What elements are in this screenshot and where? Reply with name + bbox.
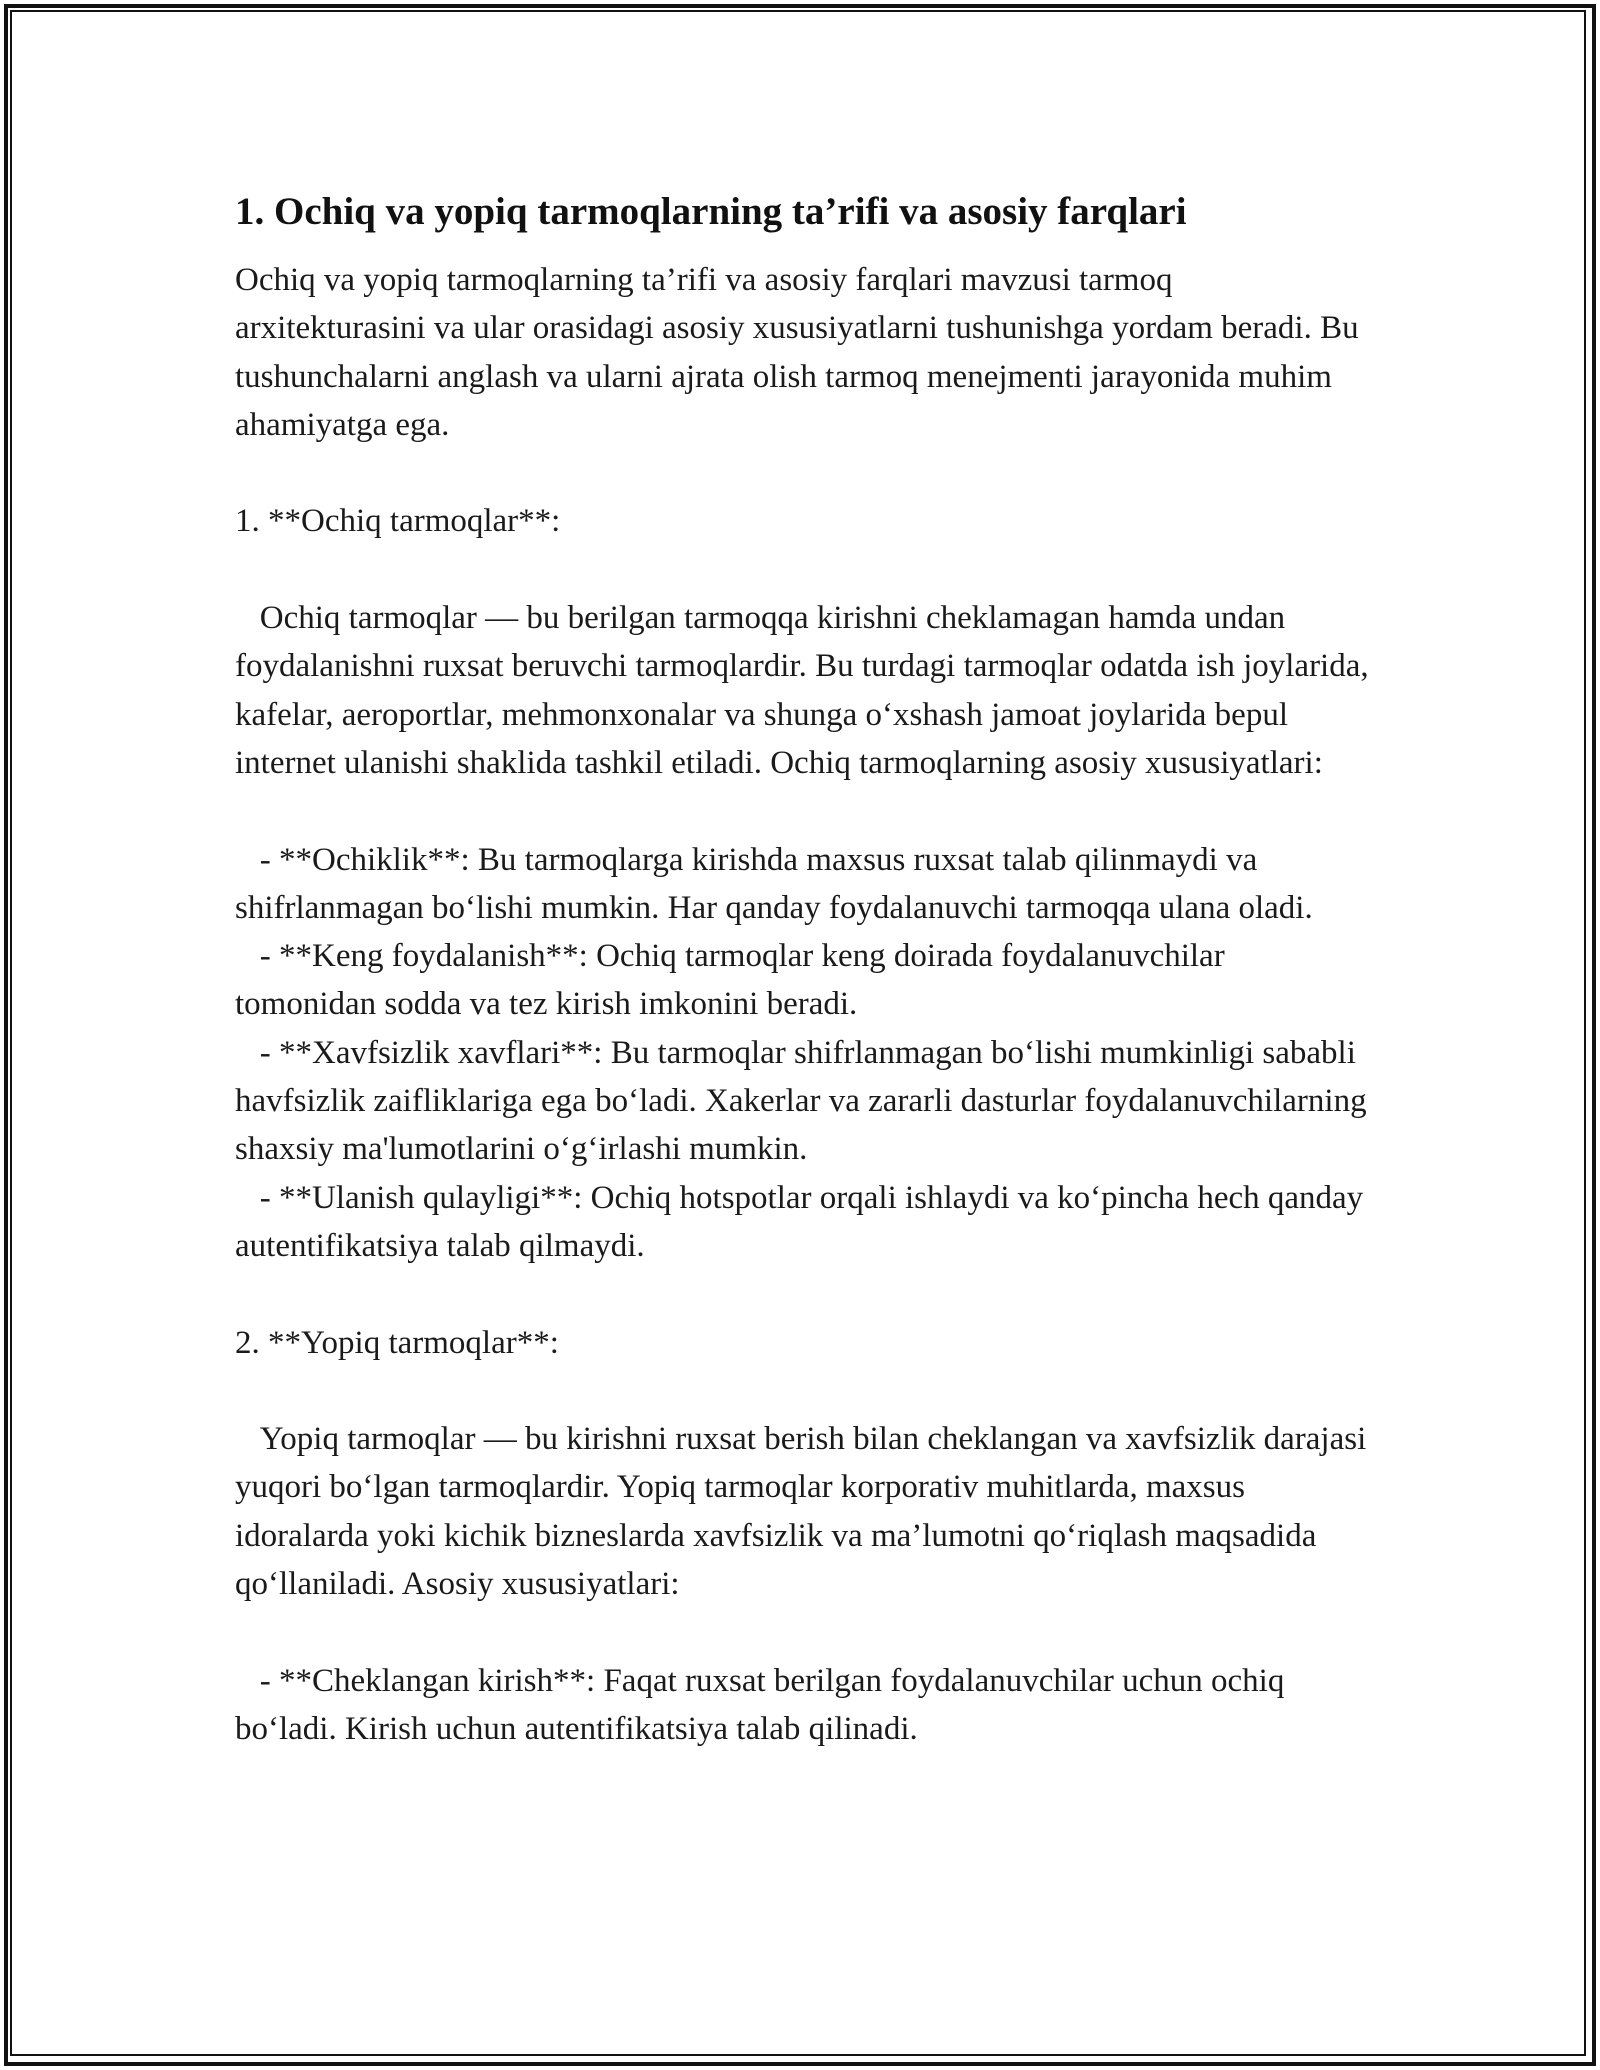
list-item: - **Ochiklik**: Bu tarmoqlarga kirishda maxsus ruxsat talab qilinmaydi va shifrlanmagan bo‘lishi mumkin. Har qanday foydalanuvchi tarmoqqa ulana oladi. [235,841,1313,926]
document-body [235,186,1377,1753]
spacer [235,546,1370,594]
page-title: 1. Ochiq va yopiq tarmoqlarning ta’rifi va asosiy farqlari [235,190,1187,233]
list-item: - **Ulanish qulayligi**: Ochiq hotspotlar orqali ishlaydi va ko‘pincha hech qanday autentifikatsiya talab qilmaydi. [235,1179,1372,1264]
section-2-body: Yopiq tarmoqlar — bu kirishni ruxsat berish bilan cheklangan va xavfsizlik darajasi yuqori bo‘lgan tarmoqlardir. Yopiq tarmoqlar korporativ muhitlarda, maxsus idoralarda yoki kichik bizneslarda xavfsizlik va ma’lumotni qo‘riqlash maqsadida qo‘llaniladi. Asosiy xususiyatlari: [235,1421,1375,1603]
intro-paragraph: Ochiq va yopiq tarmoqlarning ta’rifi va asosiy farqlari mavzusi tarmoq arxitekturasini va ular orasidagi asosiy xususiyatlarni tushunishga yordam beradi. Bu tushunchalarni anglash va ularni ajrata olish tarmoq menejmenti jarayonida muhim ahamiyatga ega. [235,262,1367,443]
spacer [235,449,1370,497]
section-1-title: 1. **Ochiq tarmoqlar**: [235,503,561,540]
list-item: - **Cheklangan kirish**: Faqat ruxsat berilgan foydalanuvchilar uchun ochiq bo‘ladi. Kirish uchun autentifikatsiya talab qilinadi. [235,1662,1293,1747]
spacer [235,1367,1370,1415]
list-item: - **Keng foydalanish**: Ochiq tarmoqlar keng doirada foydalanuvchilar tomonidan sodda va tez kirish imkonini beradi. [235,938,1233,1023]
section-2-title: 2. **Yopiq tarmoqlar**: [235,1324,559,1361]
section-1-body: Ochiq tarmoqlar — bu berilgan tarmoqqa kirishni cheklamagan hamda undan foydalanishni ruxsat beruvchi tarmoqlardir. Bu turdagi tarmoqlar odatda ish joylarida, kafelar, aeroportlar, mehmonxonalar va shunga o‘xshash jamoat joylarida bepul internet ulanishi shaklida tashkil etiladi. Ochiq tarmoqlarning asosiy xususiyatlari: [235,600,1377,781]
spacer [235,1270,1370,1318]
spacer [235,787,1370,835]
list-item: - **Xavfsizlik xavflari**: Bu tarmoqlar shifrlanmagan bo‘lishi mumkinligi sababli havfsizlik zaifliklariga ega bo‘ladi. Xakerlar va zararli dasturlar foydalanuvchilarning shaxsiy ma'lumotlarini o‘g‘irlashi mumkin. [235,1034,1375,1168]
spacer [235,1608,1370,1656]
